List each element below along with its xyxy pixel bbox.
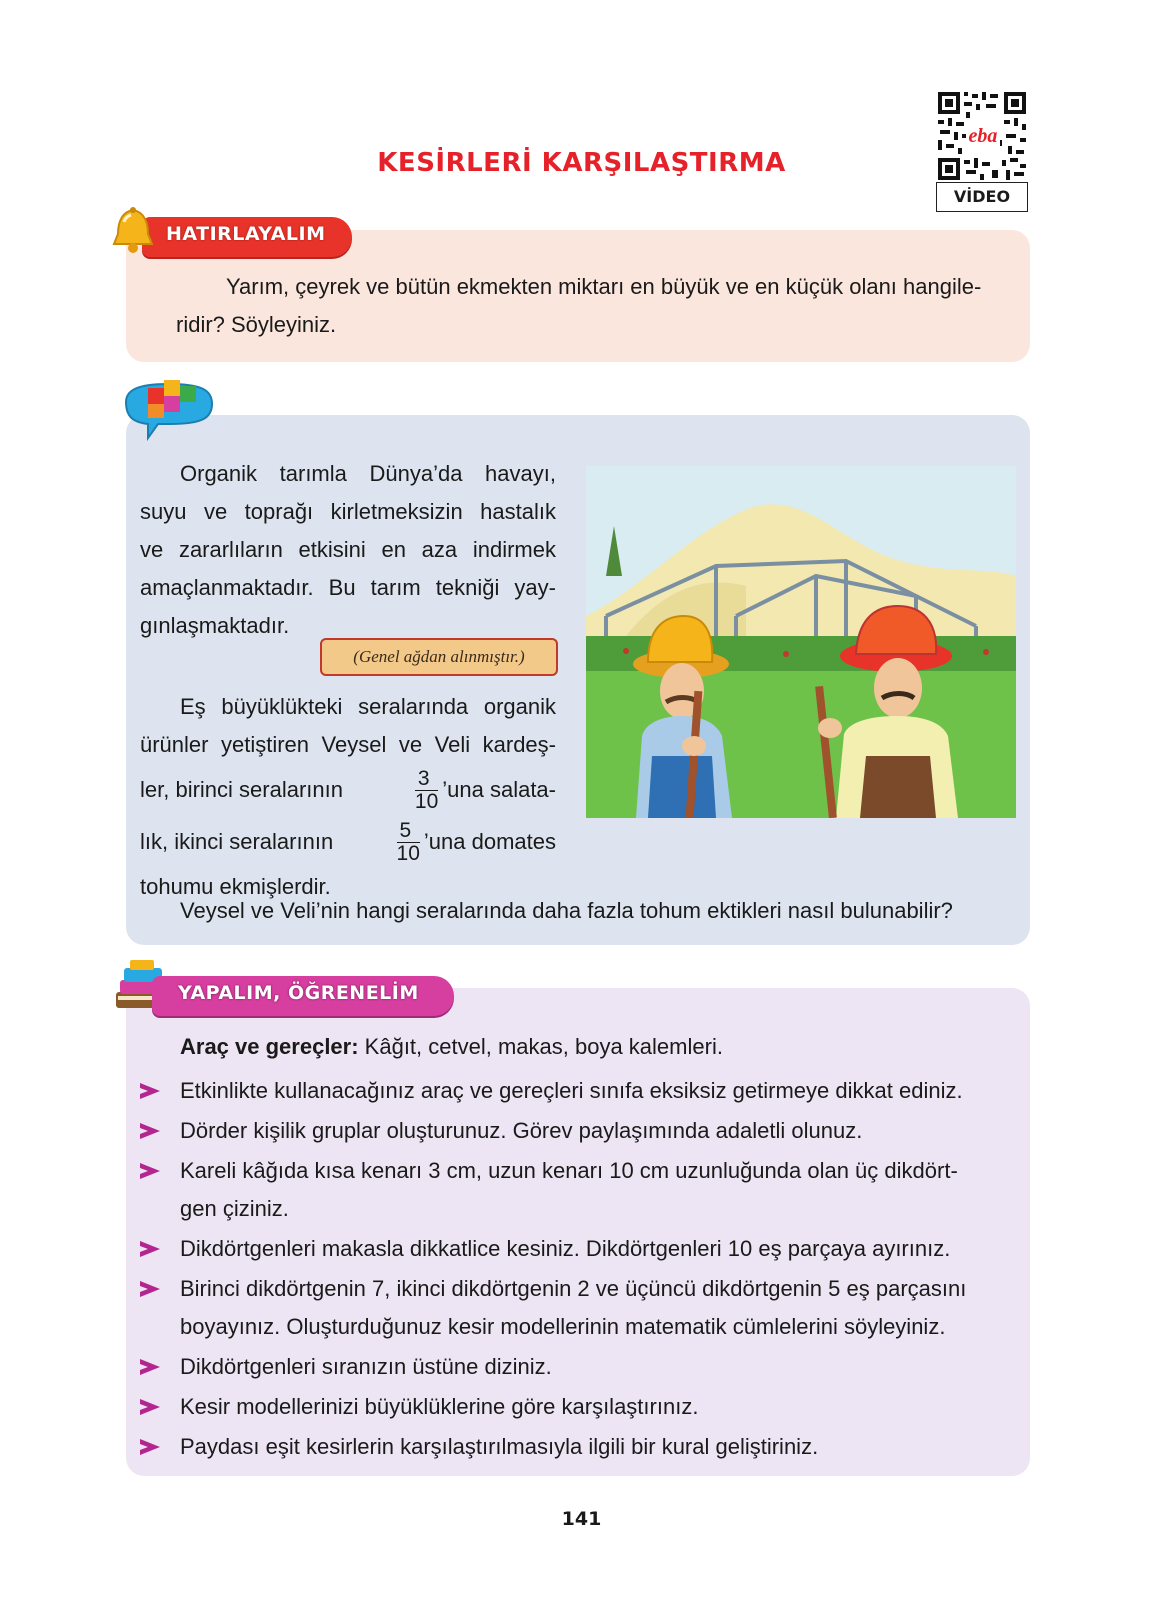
arrow-bullet-icon — [140, 1083, 160, 1099]
step-text: Etkinlikte kullanacağınız araç ve gereçleri sınıfa eksiksiz getirmeye dikkat ediniz. — [180, 1078, 963, 1103]
list-item — [138, 1152, 1022, 1228]
recall-text — [176, 268, 1014, 344]
arrow-bullet-icon — [140, 1123, 160, 1139]
problem-question: Veysel ve Veli’nin hangi seralarında daha fazla tohum ektikleri nasıl bulunabilir? — [180, 898, 953, 923]
organic-farming-paragraph — [140, 455, 556, 645]
fraction-denominator: 10 — [396, 841, 420, 865]
puzzle-speech-bubble-icon — [118, 372, 218, 446]
step-text: boyayınız. Oluşturduğunuz kesir modellerinin matematik cümlelerini söyleyiniz. — [180, 1314, 946, 1339]
recall-line: ridir? Söyleyiniz. — [176, 312, 337, 337]
farmers-greenhouse-illustration — [586, 466, 1016, 818]
recall-tag-label: HATIRLAYALIM — [166, 223, 326, 245]
text-line: Organik tarımla Dünya’da havayı, — [180, 461, 556, 486]
text-line: ve zararlıların etkisini en aza indirmek — [140, 537, 556, 562]
recall-line: Yarım, çeyrek ve bütün ekmekten miktarı en büyük ve en küçük olanı hangile- — [226, 274, 982, 299]
list-item — [138, 1270, 1022, 1346]
text-line: amaçlanmaktadır. Bu tarım tekniği yay- — [140, 575, 556, 600]
step-text: Kareli kâğıda kısa kenarı 3 cm, uzun kenarı 10 cm uzunluğunda olan üç dikdört- — [180, 1158, 958, 1183]
arrow-bullet-icon — [140, 1163, 160, 1179]
text-segment: ’una domates — [423, 829, 556, 854]
step-text: Dörder kişilik gruplar oluşturunuz. Görev paylaşımında adaletli olunuz. — [180, 1118, 863, 1143]
step-text: gen çiziniz. — [180, 1196, 289, 1221]
text-line: tohumu ekmişlerdir. — [140, 874, 331, 899]
step-text: Paydası eşit kesirlerin karşılaştırılmasıyla ilgili bir kural geliştiriniz. — [180, 1434, 819, 1459]
materials-line — [180, 1034, 723, 1060]
arrow-bullet-icon — [140, 1241, 160, 1257]
activity-steps — [138, 1072, 1022, 1468]
text-segment: lık, ikinci seralarının — [140, 829, 334, 854]
materials-text: Kâğıt, cetvel, makas, boya kalemleri. — [358, 1034, 723, 1059]
arrow-bullet-icon — [140, 1359, 160, 1375]
recall-tag — [142, 217, 352, 257]
fraction-line-tomato — [140, 816, 556, 868]
text-line: suyu ve toprağı kirletmeksizin hastalık — [140, 499, 556, 524]
step-text: Birinci dikdörtgenin 7, ikinci dikdörtgenin 2 ve üçüncü dikdörtgenin 5 eş parçasını — [180, 1276, 967, 1301]
bell-icon — [110, 206, 156, 258]
text-segment: ’una salata- — [442, 777, 556, 802]
text-line: Eş büyüklükteki seralarında organik — [180, 694, 556, 719]
list-item — [138, 1072, 1022, 1110]
list-item — [138, 1388, 1022, 1426]
activity-tag-label: YAPALIM, ÖĞRENELİM — [178, 982, 419, 1004]
list-item — [138, 1348, 1022, 1386]
text-line: ürünler yetiştiren Veysel ve Veli kardeş- — [140, 732, 556, 757]
activity-tag — [152, 976, 454, 1016]
arrow-bullet-icon — [140, 1439, 160, 1455]
problem-paragraph — [140, 688, 556, 906]
fraction-denominator: 10 — [414, 789, 439, 813]
page-title: KESİRLERİ KARŞILAŞTIRMA — [377, 148, 786, 178]
step-text: Dikdörtgenleri makasla dikkatlice kesiniz. Dikdörtgenleri 10 eş parçaya ayırınız. — [180, 1236, 951, 1261]
fraction-three-tenths — [415, 768, 438, 813]
fraction-line-cucumber — [140, 764, 556, 816]
text-line: gınlaşmaktadır. — [140, 613, 290, 638]
qr-code-icon[interactable] — [936, 90, 1028, 182]
source-note: (Genel ağdan alınmıştır.) — [320, 638, 558, 676]
step-text: Dikdörtgenleri sıranızın üstüne diziniz. — [180, 1354, 552, 1379]
eba-logo: eba — [968, 125, 998, 147]
step-text: Kesir modellerinizi büyüklüklerine göre karşılaştırınız. — [180, 1394, 699, 1419]
fraction-five-tenths — [397, 820, 420, 865]
list-item — [138, 1230, 1022, 1268]
list-item — [138, 1112, 1022, 1150]
arrow-bullet-icon — [140, 1281, 160, 1297]
fraction-numerator: 5 — [397, 820, 420, 843]
page-number: 141 — [561, 1508, 602, 1530]
fraction-numerator: 3 — [415, 768, 438, 791]
list-item — [138, 1428, 1022, 1466]
materials-label: Araç ve gereçler: — [180, 1034, 359, 1059]
video-label[interactable]: VİDEO — [936, 182, 1028, 212]
text-segment: ler, birinci seralarının — [140, 777, 343, 802]
arrow-bullet-icon — [140, 1399, 160, 1415]
